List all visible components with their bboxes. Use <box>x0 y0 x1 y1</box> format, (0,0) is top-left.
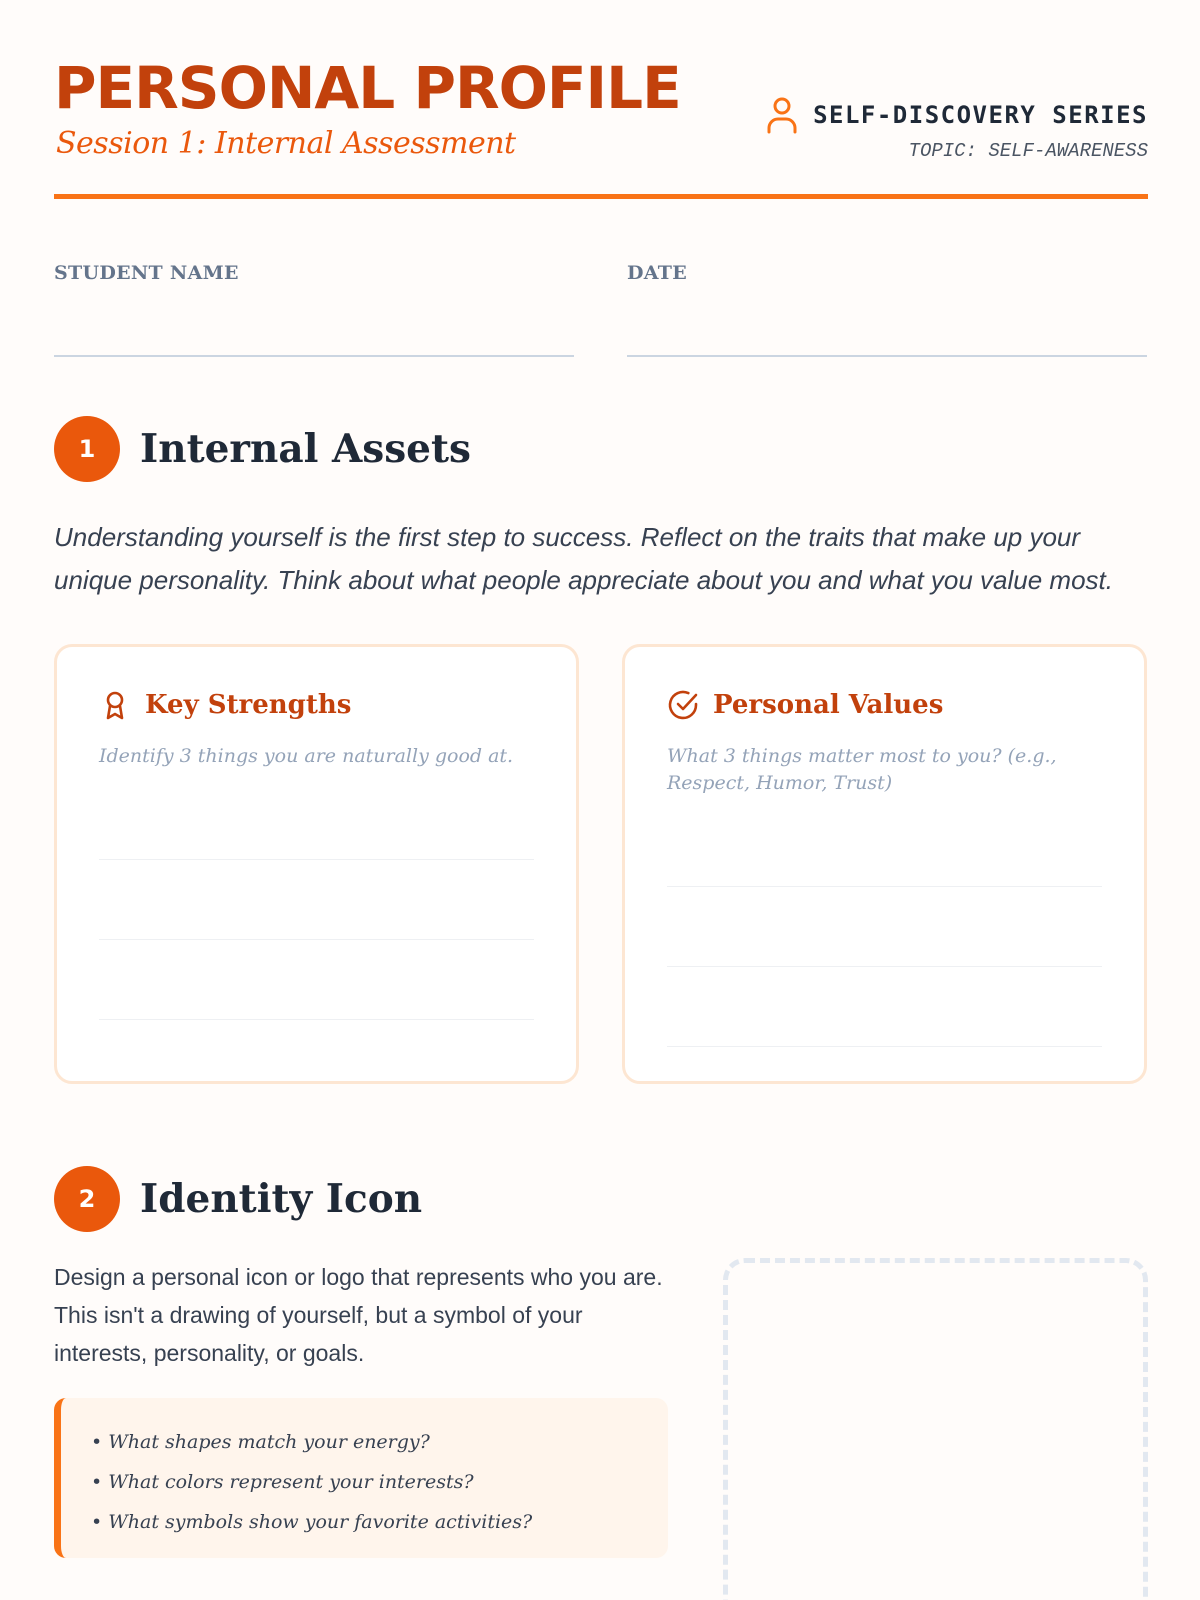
date-label: DATE <box>627 262 687 284</box>
user-icon <box>765 96 799 134</box>
value-line-2[interactable] <box>667 887 1102 967</box>
student-name-label: STUDENT NAME <box>54 262 239 284</box>
personal-values-prompt: What 3 things matter most to you? (e.g., Respect, Humor, Trust) <box>667 745 1057 794</box>
page-subtitle: Session 1: Internal Assessment <box>56 126 516 161</box>
student-info-fields <box>54 262 1148 362</box>
header-divider <box>54 194 1148 199</box>
key-strengths-prompt: Identify 3 things you are naturally good at. <box>99 745 514 767</box>
strength-line-2[interactable] <box>99 860 534 940</box>
value-line-1[interactable] <box>667 807 1102 887</box>
personal-values-title: Personal Values <box>713 690 944 720</box>
section-2-header <box>54 1166 422 1232</box>
value-line-3[interactable] <box>667 967 1102 1047</box>
section-1-intro: Understanding yourself is the first step to success. Reflect on the traits that make up your unique personality. Think about what people appreciate about you and what you value most. <box>54 522 1113 595</box>
section-2-description: Design a personal icon or logo that represents who you are. This isn't a drawing of yourself, but a symbol of your interests, personality, or goals. <box>54 1264 663 1366</box>
section-1-header <box>54 416 471 482</box>
identity-icon-drawing-area[interactable] <box>723 1258 1148 1600</box>
award-ribbon-icon <box>99 689 131 721</box>
hint-item: • What symbols show your favorite activities? <box>91 1511 533 1533</box>
personal-values-card <box>622 644 1147 1084</box>
date-field[interactable] <box>627 262 1147 357</box>
section-2-title: Identity Icon <box>140 1176 423 1222</box>
section-1-number-badge: 1 <box>54 416 120 482</box>
strength-line-3[interactable] <box>99 940 534 1020</box>
check-circle-icon <box>667 689 699 721</box>
series-label <box>765 96 1148 134</box>
key-strengths-card <box>54 644 579 1084</box>
header <box>54 0 1148 200</box>
series-name: SELF-DISCOVERY SERIES <box>813 101 1148 129</box>
student-name-field[interactable] <box>54 262 574 357</box>
hint-item: • What colors represent your interests? <box>91 1471 474 1493</box>
strength-line-1[interactable] <box>99 780 534 860</box>
section-2-number-badge: 2 <box>54 1166 120 1232</box>
topic-label: TOPIC: SELF-AWARENESS <box>908 140 1148 162</box>
section-1-title: Internal Assets <box>140 426 471 472</box>
page-title: PERSONAL PROFILE <box>54 54 681 122</box>
design-hints-box <box>54 1398 668 1558</box>
key-strengths-title: Key Strengths <box>145 690 352 720</box>
hint-item: • What shapes match your energy? <box>91 1431 430 1453</box>
worksheet-page <box>54 0 1148 1533</box>
